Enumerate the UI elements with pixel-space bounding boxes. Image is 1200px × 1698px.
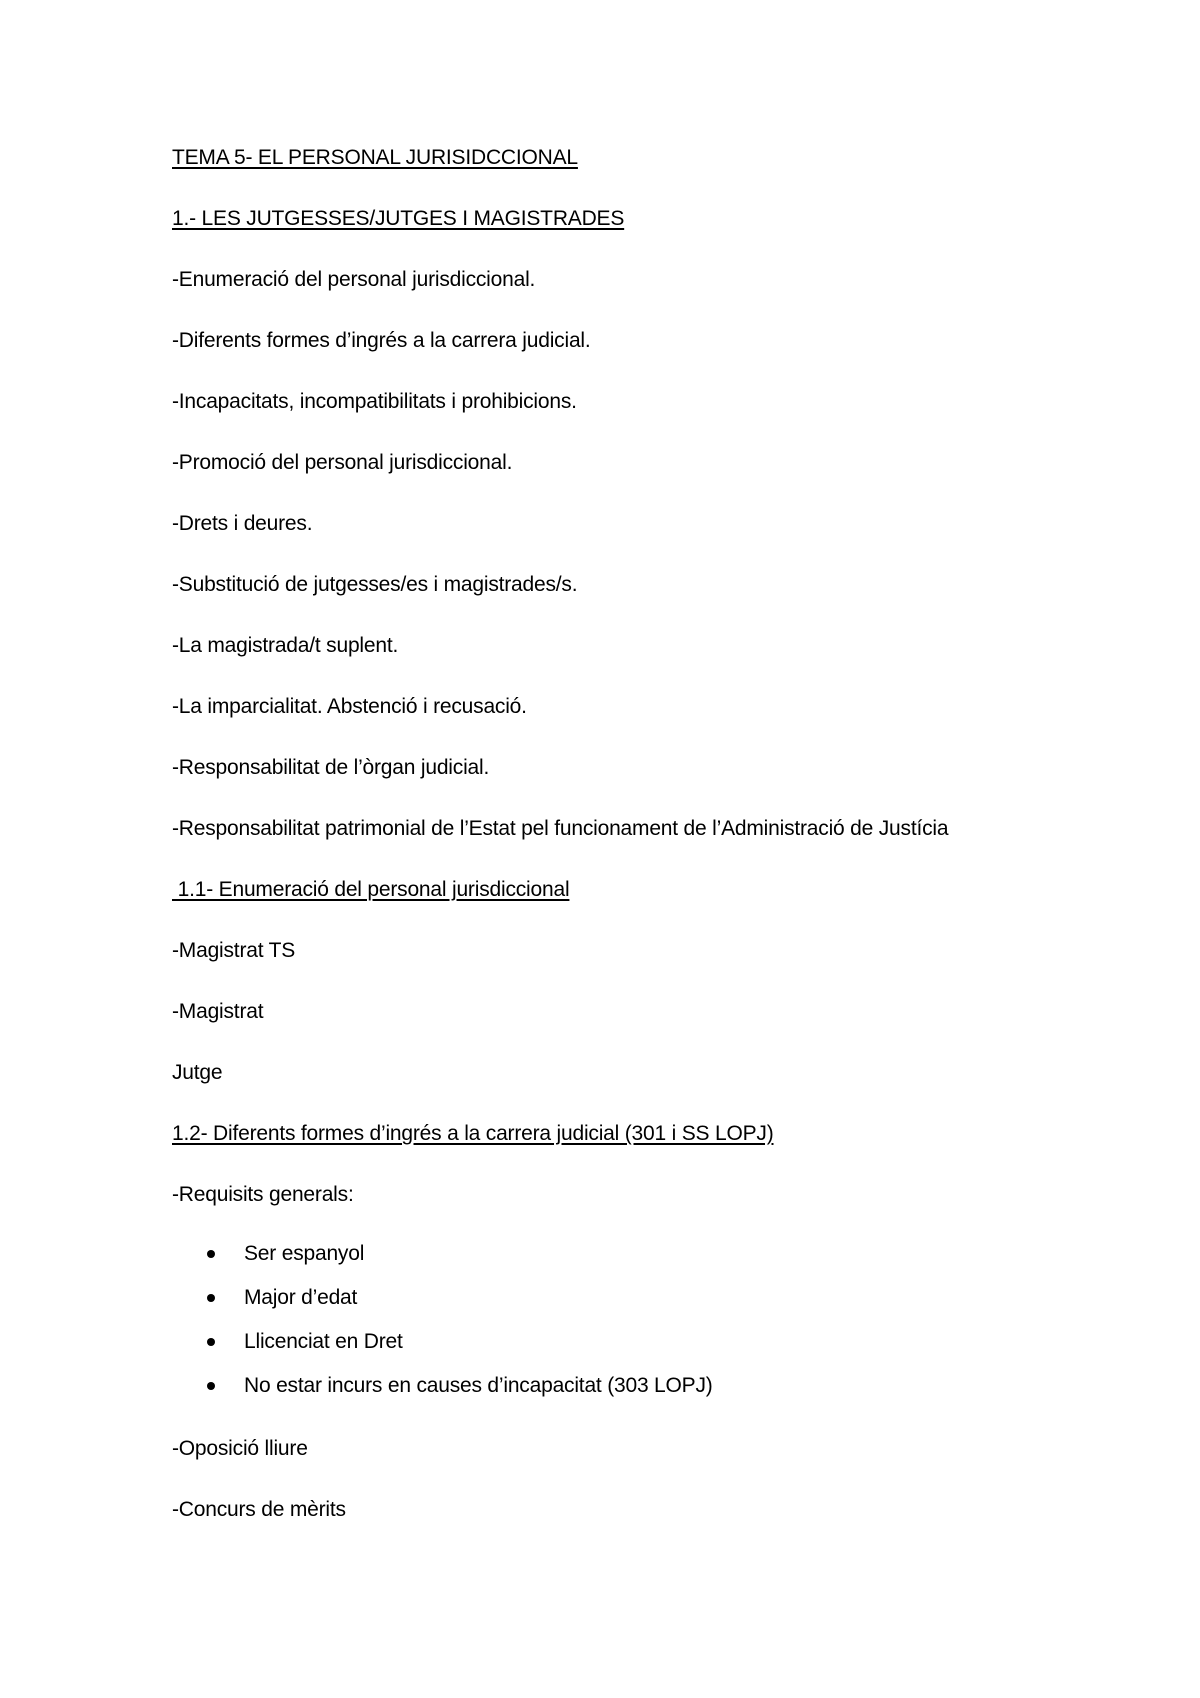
section-1-2-heading: 1.2- Diferents formes d’ingrés a la carrera judicial (301 i SS LOPJ)	[172, 1122, 774, 1145]
requirement-text: Major d’edat	[244, 1286, 358, 1309]
section-1-item: -La imparcialitat. Abstenció i recusació.	[172, 695, 527, 718]
bullet-icon	[207, 1250, 215, 1258]
section-1-item: -Incapacitats, incompatibilitats i prohibicions.	[172, 390, 577, 413]
requirement-text: Ser espanyol	[244, 1242, 365, 1265]
bullet-icon	[207, 1382, 215, 1390]
section-1-heading: 1.- LES JUTGESSES/JUTGES I MAGISTRADES	[172, 207, 625, 230]
section-1-item: -Promoció del personal jurisdiccional.	[172, 451, 513, 474]
section-1-item: -La magistrada/t suplent.	[172, 634, 399, 657]
section-1-1-item: Jutge	[172, 1061, 223, 1084]
access-way-item: -Concurs de mèrits	[172, 1498, 346, 1521]
access-way-item: -Oposició lliure	[172, 1437, 308, 1460]
section-1-1-heading: 1.1- Enumeració del personal jurisdiccional	[172, 878, 570, 901]
section-1-item: -Diferents formes d’ingrés a la carrera judicial.	[172, 329, 591, 352]
section-1-item: -Responsabilitat patrimonial de l’Estat pel funcionament de l’Administració de Justícia	[172, 817, 949, 840]
section-1-item: -Enumeració del personal jurisdiccional.	[172, 268, 536, 291]
bullet-icon	[207, 1338, 215, 1346]
section-1-1-item: -Magistrat	[172, 1000, 264, 1023]
requirements-label: -Requisits generals:	[172, 1183, 354, 1206]
section-1-item: -Drets i deures.	[172, 512, 313, 535]
section-1-item: -Substitució de jutgesses/es i magistrades/s.	[172, 573, 578, 596]
requirement-text: Llicenciat en Dret	[244, 1330, 403, 1353]
section-1-1-item: -Magistrat TS	[172, 939, 296, 962]
section-1-item: -Responsabilitat de l’òrgan judicial.	[172, 756, 490, 779]
requirement-text: No estar incurs en causes d’incapacitat (303 LOPJ)	[244, 1374, 713, 1397]
bullet-icon	[207, 1294, 215, 1302]
document-title: TEMA 5- EL PERSONAL JURISIDCCIONAL	[172, 146, 578, 169]
